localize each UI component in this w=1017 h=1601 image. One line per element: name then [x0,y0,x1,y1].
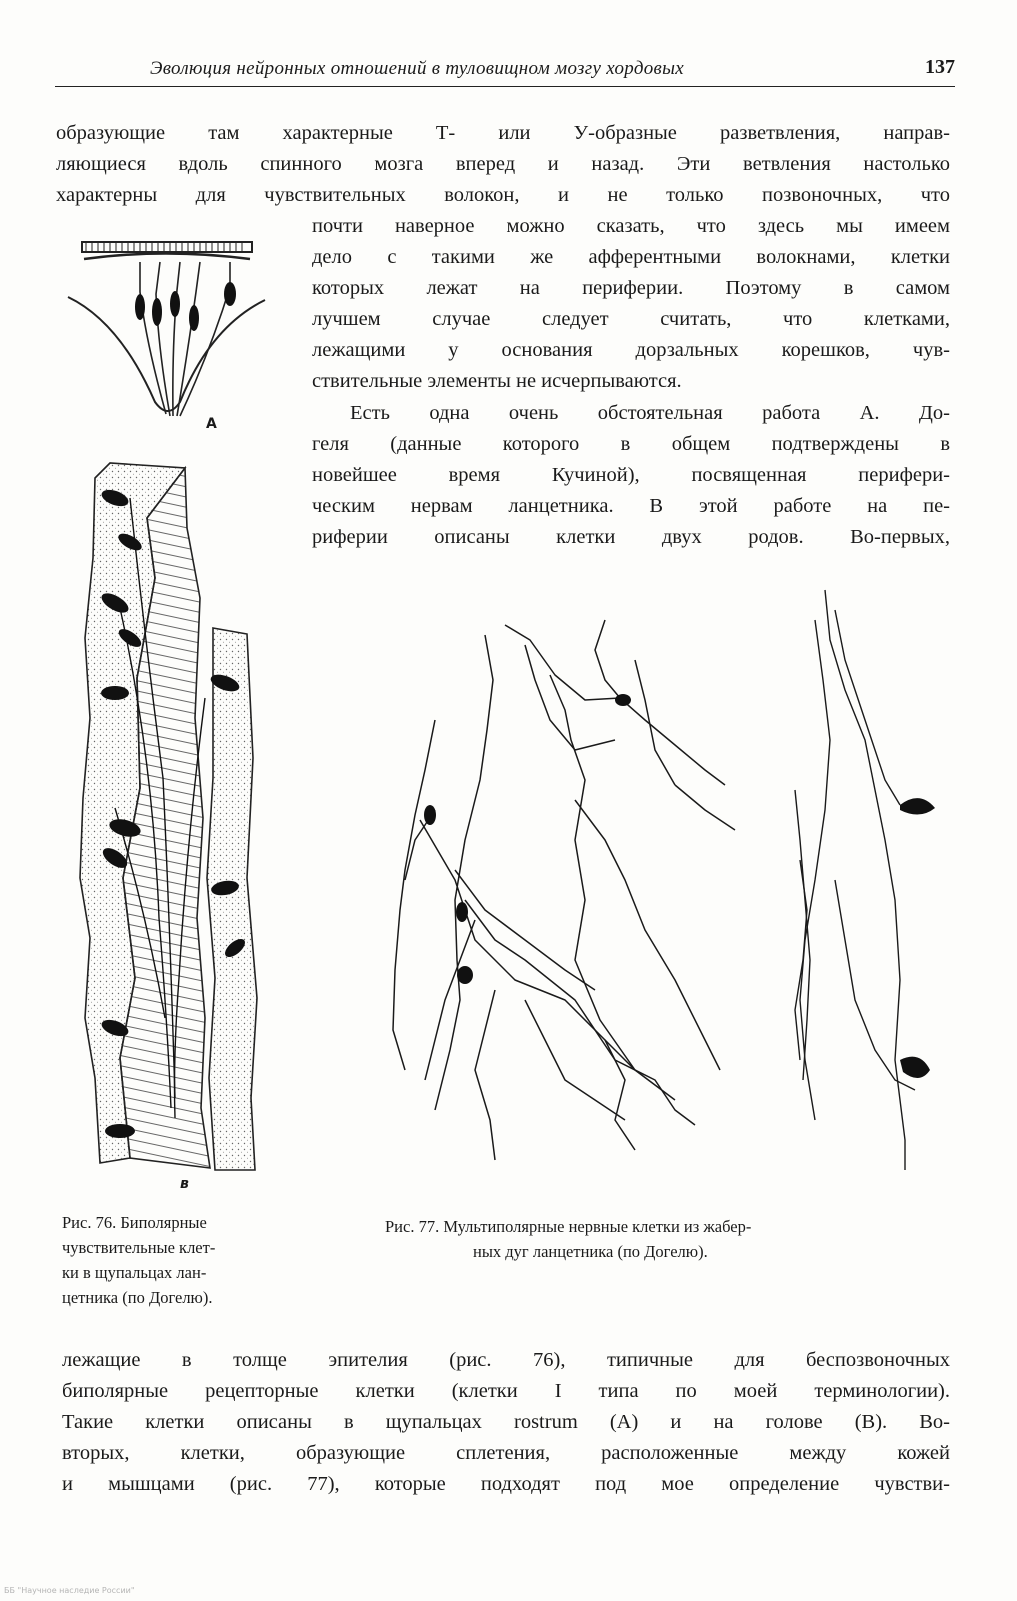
text-line: характерны для чувствительных волокон, и не только позвоночных, что [56,184,950,206]
text-line: геля (данные которого в общем подтверждены в [312,433,950,455]
text-line: биполярные рецепторные клетки (клетки I типа по моей терминологии). [62,1380,950,1402]
caption-line: чувствительные клет- [62,1238,216,1257]
caption-line: ки в щупальцах лан- [62,1263,207,1282]
footer-watermark: ББ "Научное наследие России" [4,1586,135,1595]
paragraph-top-side [312,211,950,397]
text-line: ляющиеся вдоль спинного мозга вперед и назад. Эти ветвления настолько [56,153,950,175]
header-title: Эволюция нейронных отношений в туловищном мозгу хордовых [150,58,684,79]
text-line: почти наверное можно сказать, что здесь мы имеем [312,215,950,237]
paragraph-bottom [62,1345,950,1500]
text-line: лежащими у основания дорзальных корешков, чув- [312,339,950,361]
text-line: вторых, клетки, образующие сплетения, расположенные между кожей [62,1442,950,1464]
figure-76-label-b: в [180,1176,189,1192]
text-line: Есть одна очень обстоятельная работа А. До- [350,402,950,424]
figure-77-caption [385,1214,955,1264]
text-line: ствительные элементы не исчерпываются. [312,370,682,392]
caption-line: цетника (по Догелю). [62,1288,213,1307]
text-line: Такие клетки описаны в щупальцах rostrum (A) и на голове (B). Во- [62,1411,950,1433]
text-line: и мышцами (рис. 77), которые подходят под мое определение чувстви- [62,1473,950,1495]
text-line: лежащие в толще эпителия (рис. 76), типичные для беспозвоночных [62,1349,950,1371]
figure-76-caption [62,1210,302,1310]
text-line: образующие там характерные Т- или У-образные разветвления, направ- [56,122,950,144]
text-line: риферии описаны клетки двух родов. Во-первых, [312,526,950,548]
caption-line: Рис. 76. Биполярные [62,1213,207,1232]
text-line: ческим нервам ланцетника. В этой работе на пе- [312,495,950,517]
text-line: лучшем случае следует считать, что клетками, [312,308,950,330]
paragraph-top-full [56,118,950,211]
caption-line: Рис. 77. Мультиполярные нервные клетки из жабер- [385,1217,752,1236]
text-line: новейшее время Кучиной), посвященная перифери- [312,464,950,486]
paragraph-second [312,398,950,553]
text-line: дело с такими же афферентными волокнами, клетки [312,246,950,268]
running-header [55,52,955,87]
figure-76-a-illustration [60,232,270,432]
figure-76-label-a: А [206,416,217,432]
figure-77-illustration [375,580,960,1190]
text-line: которых лежат на периферии. Поэтому в самом [312,277,950,299]
caption-line: ных дуг ланцетника (по Догелю). [473,1242,708,1261]
page-number: 137 [925,56,955,78]
figure-76-b-illustration [75,458,275,1183]
